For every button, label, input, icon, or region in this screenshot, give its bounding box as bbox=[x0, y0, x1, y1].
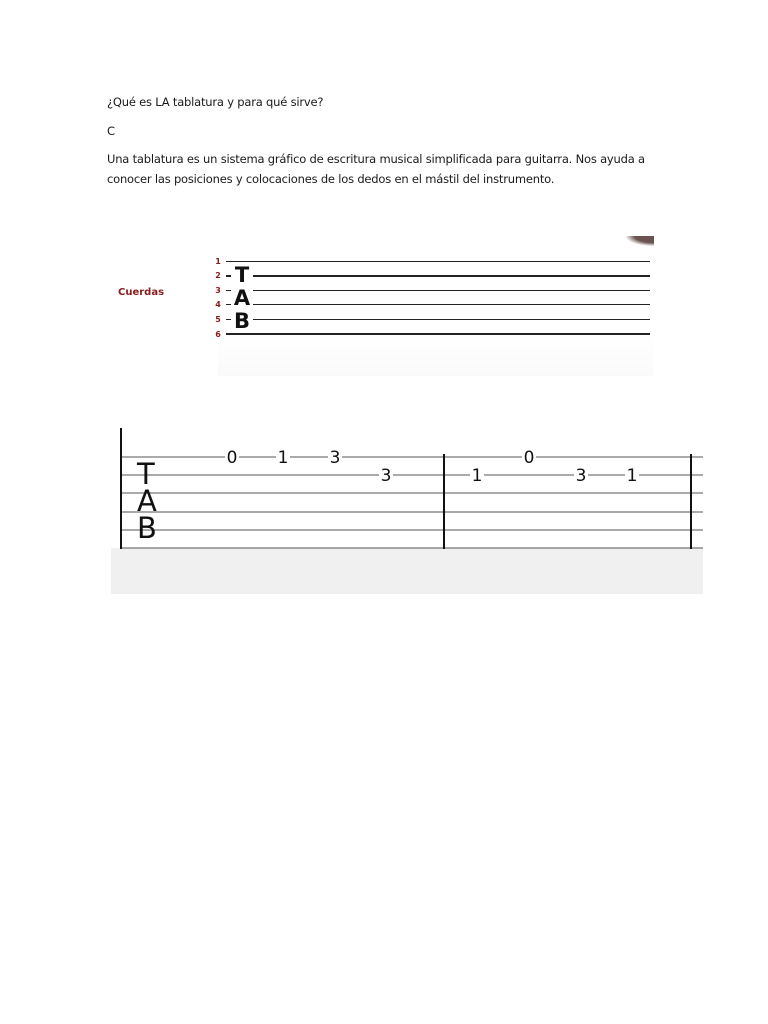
fret-number: 0 bbox=[226, 448, 238, 468]
section-marker: C bbox=[107, 124, 115, 138]
tab-letter: B bbox=[137, 511, 157, 545]
fret-number: 3 bbox=[575, 466, 587, 486]
strings-label: Cuerdas bbox=[118, 287, 165, 298]
string-number: 5 bbox=[215, 315, 221, 324]
string-line bbox=[226, 261, 650, 262]
string-number: 3 bbox=[215, 286, 221, 295]
fret-number: 1 bbox=[277, 448, 289, 468]
tablature-example bbox=[111, 428, 703, 594]
string-number: 1 bbox=[215, 257, 221, 266]
string-number: 2 bbox=[215, 271, 221, 280]
corner-decoration bbox=[620, 236, 654, 248]
string-line bbox=[226, 333, 650, 335]
string-line bbox=[226, 304, 650, 305]
tablature-staff bbox=[111, 428, 703, 594]
tab-letter: A bbox=[137, 484, 157, 518]
question-heading: ¿Qué es LA tablatura y para qué sirve? bbox=[107, 95, 324, 109]
tab-letter: T bbox=[231, 265, 253, 286]
fret-number: 0 bbox=[523, 448, 535, 468]
body-paragraph: Una tablatura es un sistema gráfico de escritura musical simplificada para guitarra. Nos ayuda a conocer las posiciones y colocaciones de los dedos en el mástil del instrumento. bbox=[107, 152, 645, 186]
string-line bbox=[226, 275, 650, 277]
fret-number: 1 bbox=[626, 466, 638, 486]
string-number: 6 bbox=[215, 330, 221, 339]
tab-letter: A bbox=[231, 288, 253, 309]
fret-number: 3 bbox=[329, 448, 341, 468]
string-line bbox=[226, 319, 650, 320]
fret-number: 1 bbox=[471, 466, 483, 486]
tab-letter: B bbox=[231, 311, 253, 332]
fret-number: 3 bbox=[380, 466, 392, 486]
diagram-background bbox=[218, 236, 653, 376]
string-line bbox=[226, 290, 650, 291]
strings-diagram bbox=[108, 236, 653, 376]
string-number: 4 bbox=[215, 300, 221, 309]
tab-letter: T bbox=[137, 457, 155, 491]
